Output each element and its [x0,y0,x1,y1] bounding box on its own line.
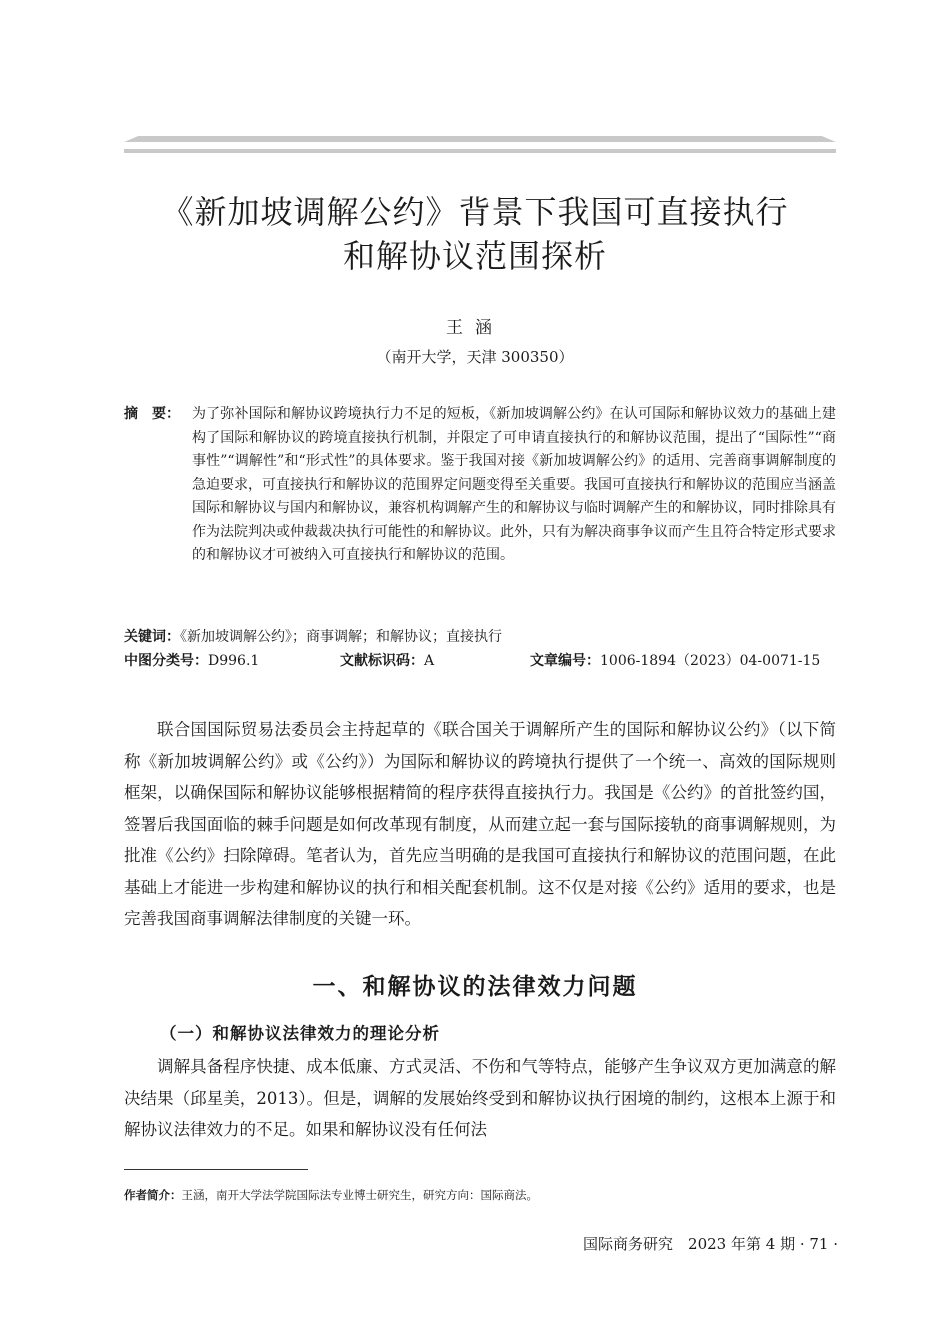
section-heading: 一、和解协议的法律效力问题 [312,974,638,1000]
doc-label: 文献标识码： [340,653,424,669]
abstract-text: 为了弥补国际和解协议跨境执行力不足的短板，《新加坡调解公约》在认可国际和解协议效力的基础上建构了国际和解协议的跨境直接执行机制，并限定了可申请直接执行的和解协议范围，提出了“国际性”“商事性”“调解性”和“形式性”的具体要求。鉴于我国对接《新加坡调解公约》的适用、完善商事调解制度的急迫要求，可直接执行和解协议的范围界定问题变得至关重要。我国可直接执行和解协议的范围应当涵盖国际和解协议与国内和解协议，兼容机构调解产生的和解协议与临时调解产生的和解协议，同时排除具有作为法院判决或仲裁裁决执行可能性的和解协议。此外，只有为解决商事争议而产生且符合特定形式要求的和解协议才可被纳入可直接执行和解协议的范围。 [192,406,836,563]
title-line-2: 和解协议范围探析 [342,237,607,275]
body-paragraph: 调解具备程序快捷、成本低廉、方式灵活、不伤和气等特点，能够产生争议双方更加满意的解决结果（邱星美，2013）。但是，调解的发展始终受到和解协议执行困境的制约，这根本上源于和解协议法律效力的不足。如果和解协议没有任何法 [124,1057,836,1139]
subsection-heading: （一）和解协议法律效力的理论分析 [160,1024,440,1043]
keywords-label: 关键词： [124,629,180,645]
title-line-1: 《新加坡调解公约》背景下我国可直接执行 [161,193,789,231]
clc-label: 中图分类号： [124,653,208,669]
author-footnote [124,1187,538,1203]
doc-value: A [424,653,435,669]
article-value: 1006-1894（2023）04-0071-15 [600,653,821,669]
document-code [340,650,434,672]
header-rule-bottom [124,149,836,153]
footnote-text: 王涵，南开大学法学院国际法专业博士研究生，研究方向：国际商法。 [181,1188,538,1202]
clc-number [124,650,259,672]
footnote-divider [124,1169,308,1170]
intro-paragraph: 联合国国际贸易法委员会主持起草的《联合国关于调解所产生的国际和解协议公约》（以下简称《新加坡调解公约》或《公约》）为国际和解协议的跨境执行提供了一个统一、高效的国际规则框架，以确保国际和解协议能够根据精简的程序获得直接执行力。我国是《公约》的首批签约国，签署后我国面临的棘手问题是如何改革现有制度，从而建立起一套与国际接轨的商事调解规则，为批准《公约》扫除障碍。笔者认为，首先应当明确的是我国可直接执行和解协议的范围问题，在此基础上才能进一步构建和解协议的执行和相关配套机制。这不仅是对接《公约》适用的要求，也是完善我国商事调解法律制度的关键一环。 [124,720,836,928]
page-footer: 国际商务研究 2023 年第 4 期 · 71 · [583,1235,838,1253]
article-label: 文章编号： [530,653,600,669]
abstract [124,403,836,568]
abstract-label: 摘 要： [124,406,180,422]
header-rule-top [124,136,836,142]
keywords-text: 《新加坡调解公约》；商事调解；和解协议；直接执行 [180,629,502,645]
author-affiliation: （南开大学，天津 300350） [376,348,574,366]
article-title [0,190,950,278]
keywords [124,626,836,648]
article-number [530,650,820,672]
author-name: 王涵 [446,318,504,338]
clc-value: D996.1 [208,653,260,669]
footnote-label: 作者简介： [124,1188,182,1202]
